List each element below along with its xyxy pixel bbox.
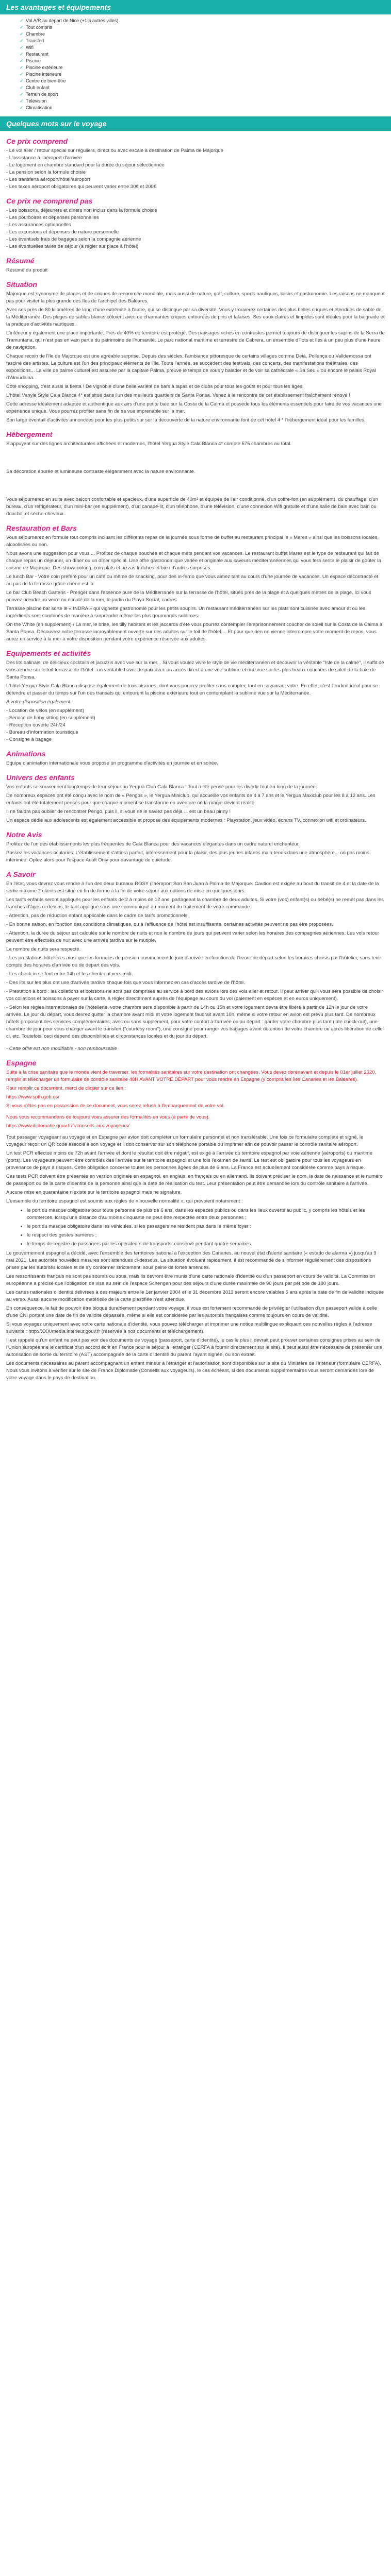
paragraph: Si vous n'êtes pas en possession de ce document, vous serez refusé à l'embarquement de votre vol. [6,1103,225,1109]
section-prix-ne-comprend [0,197,391,250]
section-title: Ce prix ne comprend pas [6,197,93,205]
paragraph: - Cette offre est non modifiable - non remboursable [6,1046,117,1052]
advantage-item: ✓ Chambre [21,31,391,38]
list-item: - Le vol aller / retour spécial sur réguliers, direct ou avec escale à destination de Palma de Majorque [6,148,223,154]
section-restauration [0,524,391,643]
paragraph: S'appuyant sur des lignes architecturales affichées et modernes, l'hôtel Yergua Style Cala Blanca 4* compte 575 chambres au total. [6,441,292,447]
section-title: Equipements et activités [6,649,91,657]
paragraph: - Des lits sur les plus ont une d'arrivée tardive chaque fois que vous informez en cas d'accès tardive de l'hôtel. [6,980,245,986]
paragraph: Il ne faudra pas oublier de rencontrer Pengo, puis il, si vous ne le saviez pas déjà ... est un beau pinny ! [6,809,231,815]
section-title: Résumé [6,257,35,265]
paragraph: Les ressortissants français ne sont pas soumis ou sous, mais ils devront être munis d'une carte nationale d'identité ou d'un passeport en cours de validité. La Commission européenne a précisé que l'obligation de visa au sein de l'espace Schengen pour des séjours d'une durée maximale de 90 jours par période de 180 jours. [6,1274,376,1286]
advantage-item: ✓ Transfert [21,38,391,44]
paragraph: Majorque est synonyme de plages et de criques de renommée mondiale, mais aussi de nature, golf, culture, sports nautiques, loisirs et gastronomie. Les raisons ne manquent pas pour visiter la plus grande des îles de l'archipel des Baléares. [6,291,385,304]
section-notre-avis [0,831,391,864]
list-item: - Les pourboires et dépenses personnelles [6,215,99,221]
list-item: - Réception ouverte 24h/24 [6,722,66,728]
section-espagne [0,1059,391,1382]
paragraph: Les tarifs enfants seront appliqués pour les enfants de 2 à moins de 12 ans, partageant la chambre de deux adultes. Si votre (vos) enfant(s) ou bébé(s) ne remet pas dans les tranches d'âges ci-dessus, le tarif appliqué sous une communiqué au moment du traitement de votre commande. [6,897,384,910]
list-item: • le respect des gestes barrières ; [27,1232,385,1239]
paragraph: Résumé du produit [6,267,48,273]
advantage-item: ✓ Piscine extérieure [21,64,391,71]
section-prix-comprend [0,137,391,191]
advantage-item: ✓ Piscine intérieure [21,71,391,78]
list-item: - Bureau d'information touristique [6,730,78,735]
paragraph: Terrasse piscine bar sorte le « INDRA » qui vignette gastronomie pour les petits soupirs. Un restaurant méditerranéen sur les plats sont cuisinés avec amour et où les ingrédients sont combinés de manière à surprendre même les plus gourmands sublimes. [6,606,365,619]
paragraph: - Attention, la durée du séjour est calculée sur le nombre de nuits et non le nombre de jours qui peuvent varier selon les horaires des compagnies aériennes. Les vols retour peuvent être effectués de nuit avec une arrivée tardive sur le mutiple. [6,930,379,943]
paragraph: Les documents nécessaires au parent accompagnant un enfant mineur à l'étranger et l'autorisation sont disponibles sur le site du Ministère de l'Intérieur (formulaire CERFA). Nous vous invitons à vérifier sur le site de France Diplomatie (Conseils aux voyageurs), le cas échéant, si des documents supplémentaires vous seront demandés lors de votre voyage dans le pays de destination. [6,1361,381,1381]
paragraph: Le gouvernement espagnol a décidé, avec l'ensemble des territoires national à l'exception des Canaries, au nouvel état d'alerte sanitaire (« estado de alarma ») jusqu'au 9 mai 2021. Les autorités nouvelles mesures sont attendues ci-dessous. La situation évoluant rapidement, il est recommandé de s'informer régulièrement des dispositions prises par les autorités locales et de s'y conformer strictement, sous peine de fortes amendes. [6,1250,377,1270]
section-univers [0,773,391,824]
advantages-banner: Les avantages et équipements [0,0,391,14]
advantage-item: ✓ Restaurant [21,51,391,58]
paragraph: De nombreux espaces ont été conçu avec le nom de « Pengos », le Yergua Miniclub, qui accueille vos enfants de 4 à 7 ans et le Yergua Maxiclub pour les 8 à 12 ans. Les enfants ont été totalement pensés pour que chaque moment se transforme en aventure où la magie devient réalité. [6,793,376,806]
paragraph: Le bar Club Beach Gartens - Prenger dans l'essence pure de la Méditerranée sur la terrasse de l'hôtel, situés près de la plage et à quelques mètres de la plage. Ici vous pouvez prendre un verre ou écouté de la mer, le jardin du Playa Social, cadres. [6,590,371,603]
paragraph: - Prestation à bord : les collations et boissons ne sont pas comprises au service à bord des avions lors des vols aller et retour. Il peut arriver qu'il vous sera possible de choisir vos collations et boissons à payer sur la carte, à régler directement auprès de l'équipage au cours du vol (paiement en espèces et en euros uniquement). [6,989,383,1002]
list-item: - Les assurances optionnelles [6,222,71,228]
section-resume [0,257,391,274]
section-title: Restauration et Bars [6,524,77,532]
paragraph: Un espace dédié aux adolescents est également accessible et propose des équipements modernes : Playstation, jeux vidéo, écrans TV, connexion wifi et ordinateurs. [6,818,366,823]
paragraph: Vos enfants se souviennent longtemps de leur séjour au Yergua Club Cala Blanca ! Tout a été pensé pour les divertir tout au long de la journée. [6,784,317,790]
list-item: - Consigne à bagage [6,737,52,742]
paragraph: Cette adresse idéalement adaptée et authentique aux airs d'une petite baie sur la Costa de la Calma et possède tous les éléments essentiels pour faire de vos vacances une expérience unique. Vous pourrez profiter sans fin de sa vue imprenable sur la mer. [6,401,382,414]
paragraph: - Selon les règles internationales de l'hôtellerie, votre chambre sera disponible à partir de 14h ou 15h et votre logement devra être libéré à partir de 12h le jour de votre arrivée. Le jour du départ, vous devrez quitter la chambre avant midi et votre logement faudrait avant 10h, même si votre retour en avion est prévu plus tard. De nombreux hôtels proposent des services complémentaires, avec ou sans supplément, pour votre confort à l'arrivée ou au départ : garder votre chambre plus tard (late check-out), une chambre de jour pour vous changer avant le transfert ("courtesy room"), une consigne pour ranger vos bagages avant détention de votre chambre ou après libération de celle-ci, etc. Toutefois, ceci dépend des disponibilités et circonstances locales et du jour du départ. [6,1005,384,1039]
paragraph: On the White (en supplément) / La mer, le brise, les tilly habitent et les jaccards d'été vous pourrez contempler l'emprisonnement coucher de soleil sur la Costa de la Calma à Santa Ponsa. Découvrez notre terrasse incroyablement ouverte sur des adultes sur le toit de l'hôtel ... Et pour que rien ne vienne interrompre votre moment de repos, vous aurez un service à la mer à votre disposition pendant votre expérience réservée aux adultes. [6,622,383,642]
paragraph: Sa décoration épurée et lumineuse contraste élégamment avec la nature environnante. [6,469,196,474]
list-item: • le port du masque obligatoire pour toute personne de plus de 6 ans, dans les espaces publics ou dans les lieux ouverts au public, y compris les hôtels et les commerces, lorsqu'une distance d'au moins cinquante ne peut être respectée entre deux personnes ; [27,1207,385,1222]
section-title: Animations [6,750,46,758]
paragraph: Passez les vacances ocularies. L'établissement s'attiera parfait, intéressement pour la plaisir, des plus jeunes infantis main-tenus dans une atmosphère... où pas moins intérimée. Optez alors pour l'espace Adult Only pour davantage de quiétude. [6,850,369,863]
paragraph: L'hôtel Vanyle Style Cala Blanca 4* est situé dans l'un des meilleurs quartiers de Santa Ponsa. Venez à la rencontre de cet établissement fraîchement rénové ! [6,393,350,398]
section-title: Ce prix comprend [6,137,68,145]
paragraph: Pour remplir ce document, merci de cliquer sur ce lien : [6,1086,126,1091]
paragraph: Nous vous recommandons de toujours vous assurer des formalités en vous (à partir de vous). [6,1114,210,1120]
paragraph: Chaque recoin de l'île de Majorque est une agréable surprise. Depuis des siècles, l'ambiance pittoresque de certains villages comme Deià, Pollença ou Valldemossa ont fasciné des artistes. La culture est l'un des principaux éléments de l'île. Toute l'année, se succèdent des festivals, des concerts, des manifestations théâtrales, des expositions... La ville de palme culturel est assurée par la capitale Palma, preuve le temps de vous y balader et de voir sa cathédrale « Sa Seu » ou encore le palais Royal d'Almudaina. [6,353,376,381]
list [6,707,385,743]
list-item: - Les éventuelles taxes de séjour (à régler sur place à l'hôtel) [6,244,139,249]
paragraph: - Les check-in se font entre 14h et les check-out vers midi. [6,971,133,977]
paragraph: Avec ses près de 80 kilomètres de long d'une extrémité à l'autre, qui se distingue par sa diversité. Vous y trouverez certaines des plus belles criques et étendues de sable de la Méditerranée. Des plages de sables blancs côtoient avec de charmantes criques entourées de pins et falaises. Ses eaux claires et limpides sont idéales pour la baignade et la pratique d'activités nautiques. [6,307,385,327]
paragraph: Aucune mise en quarantaine n'existe sur le territoire espagnol mais ne signature. [6,1190,182,1195]
paragraph: Suite à la crise sanitaire que le monde vient de traverser, les formalités sanitaires sur votre destination ont changées. Vous devez dorénavant et depuis le 01er juillet 2020, remplir et télécharger un formulaire de contrôle sanitaire 48H AVANT VOTRE DÉPART pour vous rendre en Espagne (y compris les îles Canaries et les Baléares). [6,1070,377,1082]
paragraph: Ces tests PCR doivent être présentés en version originale en espagnol, en anglais, en français ou en allemand. Ils doivent préciser le nom, la date de naissance et le numéro de passeport ou de la carte d'identité de la personne ainsi que la date de réalisation du test. Leur présentation peut être demandée lors du contrôle sanitaire à l'arrivée. [6,1174,383,1187]
list-item: • le temps de registre de passagers par les opérateurs de transports, conservé pendant quatre semaines. [27,1241,385,1248]
list [6,147,385,191]
section-a-savoir [0,870,391,1053]
paragraph: L'hôtel Yergua Style Cala Blanca dispose également de trois piscines, dont vous pourrez profiter sans compter, tout en savourant votre. En effet, c'est l'endroit idéal pour se détendre et passer du temps sur l'un des transats qui entourent la piscine extérieure tout en contemplant la sublime vue sur la Méditerranée. [6,683,378,696]
advantage-item: ✓ Télévision [21,98,391,105]
paragraph: Les cartes nationales d'identité délivrées à des majeurs entre le 1er janvier 2004 et le 31 décembre 2013 seront encore valables 5 ans après la date de fin de validité indiquée au verso. Aussi aucune modification matérielle de la carte plastifiée n'est attendue. [6,1290,384,1302]
paragraph: Un test PCR effectué moins de 72h avant l'arrivée et dont le résultat doit être négatif, est exigé à l'arrivée du territoire espagnol par voie aérienne (aéroports) ou maritime (ports). Les voyageurs peuvent être contrôlés dès l'arrivée sur le territoire espagnol et une fois l'examen de santé. Le test est obligatoire pour tous les voyageurs en provenance de pays à risques. Cette obligation concerne toutes les personnes âgées de plus de 6 ans. La France est actuellement considérée comme pays à risque. [6,1150,372,1171]
section-title: Univers des enfants [6,773,75,782]
diplomatie-link[interactable]: https://www.diplomatie.gouv.fr/fr/conseils-aux-voyageurs/ [6,1123,130,1129]
paragraph: Le lunch Bar - Votre coin préféré pour un café ou même de snacking, pour des in-ferno que vous aimez tant au cours d'une journée de vacances. Un espace décontracté et au pas de la terrasse grâce chêne est là. [6,574,379,587]
list-item: - L'assistance à l'aéroport d'arrivée [6,155,82,161]
paragraph: Si vous voyagez uniquement avec votre carte nationale d'identité, vous pouvez télécharger et imprimer une notice multilingue expliquant ces nouvelles règles à l'adresse suivante : http://XXX/media.interieur.gouv.fr (réservée à nos documents et téléchargement). [6,1321,372,1334]
paragraph: Des lits balinais, de délicieux cocktails et jacuzzis avec vue sur la mer... Si vous voulez vivre le style de vie méditerranéen et découvrir la véritable "Isle de la calme", il suffit de vous rendre sur le toit terrasse de l'hôtel : un véritable havre de paix avec un accès direct à une vue sublime et une vue sur les plus beaux couchers de soleil de la baie de Santa Ponsa. [6,660,384,680]
paragraph: En l'état, vous devrez vous rendre à l'un des deux bureaux ROSY (l'aéroport Son San Juan à Palma de Majorque. Caution est exigée au bout du transit de 4 et la date de la sortie maxime 2 clients est situé en fin de forme à la fin de votre séjour aux options de mise en quelques jours. [6,881,379,894]
paragraph: Nous avons une suggestion pour vous ... Profitez de chaque bouchée et chaque mets pendant vos vacances. Le restaurant buffet Mares est le type de restaurant qui fait de chaque repas un déjeuner, un dîner ou un dîner spécial. Une offre gastronomique variée et originale aux saveurs méditerranéennes qui vous fera sentir le plaisir de goûter la cuisine de Majorque. Des showcooking, coin plats et pizzas fraîches et bien d'autres surprises. [6,551,381,571]
paragraph: - Les prestations hôtelières ainsi que les formules de pension commencent le jour d'arrivée en fonction de l'heure de départ selon les horaires choisis par l'hôtelier, sans tenir compte des horaires d'arrivée ou de départ des vols. [6,955,381,968]
list-item: - Location de vélos (en supplément) [6,708,85,714]
paragraph: Equipe d'animation internationale vous propose un programme d'activités en journée et en soirée. [6,760,218,766]
formalities-link[interactable]: https://www.spth.gob.es/ [6,1094,59,1100]
list-item: - Le logement en chambre standard pour la durée du séjour sélectionnée [6,162,165,168]
list-item: - Les boissons, déjeuners et diners non inclus dans la formule choisie [6,208,157,213]
advantages-list [0,18,391,111]
paragraph: - Attention, pas de réduction enfant applicable dans le cadre de tarifs promotionnels. [6,913,189,919]
advantage-item: ✓ Club enfant [21,84,391,91]
paragraph: Vous séjournerez en formule tout compris incluant les différents repas de la journée sous forme de buffet au restaurant principal le « Mares » ainsi que les boissons locales, alcoolisées ou non. [6,535,379,548]
advantage-item: ✓ Vol A/R au départ de Nice (+1,6 autres villes) [21,18,391,24]
paragraph: Son large éventail d'activités annoncées pour les plus petits sur sur la découverte de la nature environnante font de cet hôtel 4 * l'hébergement idéal pour les familles. [6,417,366,423]
advantage-item: ✓ Wifi [21,44,391,51]
list-item: - Les éventuels frais de bagages selon la compagnie aérienne [6,236,141,242]
trip-banner: Quelques mots sur le voyage [0,116,391,131]
paragraph: Vous séjournerez en suite avec balcon confortable et spacieux, d'une superficie de 40m² et équipée de l'air conditionné, d'un coffre-fort (en supplément), du chauffage, d'un bureau, d'un réfrigérateur, d'un mini-bar (en supplément), d'un canapé-lit, d'un téléphone, d'une télévision, d'une connexion Wifi gratuite et d'une salle de bain avec bain ou douche, et sèche-cheveux. [6,497,378,517]
paragraph: En conséquence, le fait de pouvoir être bloqué durablement pendant votre voyage, il vous est fortement recommandé de privilégier l'utilisation d'un passeport valide à celle d'une CNI portant une date de fin de validité dépassée, même si elle est considérée par les autorités françaises comme toujours en cours de validité. [6,1306,377,1318]
advantage-item: ✓ Terrain de sport [21,91,391,98]
list-item: • le port du masque obligatoire dans les véhicules, si les passagers ne résident pas dans le même foyer ; [27,1223,385,1230]
paragraph: Il est rappelé qu'un enfant ne peut pas voir des documents de voyage (passeport, carte d'identité), le cas le plus il devrait peut prouver certaines consignes prises au sein de l'Union européenne le certificat d'un accord écrit en France pour le séjour à l'étranger (CERFA à fournir directement sur le site). Il peut aussi être nécessaire de présenter une autorisation de sortie du territoire (AST) accompagnée de la carte d'identité du parent l'ayant signée, ou son extrait. [6,1337,382,1358]
list-item: - La pension selon la formule choisie [6,170,86,175]
section-title: Espagne [6,1059,37,1067]
paragraph: Tout passager voyageant au voyage et en Espagne par avion doit compléter un formulaire personnel et non transférable. Une fois ce formulaire complété et signé, le voyageur reçoit un QR code associé à son voyage et il doit conserver sur son téléphone portable ou imprimer afin de pouvoir passer le contrôle sanitaire aéroport. [6,1134,364,1147]
section-title: Notre Avis [6,831,42,839]
section-animations [0,750,391,767]
paragraph: Côté shopping, c'est aussi la fiesta ! De vignoble d'une belle variété de bars à tapas et de clubs pour tous les goûts et pour tous les âges. [6,384,304,389]
list-item: - Les transferts aéroport/hôtel/aéroport [6,177,90,182]
list [6,1207,385,1248]
paragraph: Profitez de l'un des établissements les plus fréquentés de Cala Blanca pour des vacances élégantes dans un cadre naturel enchanteur. [6,841,300,847]
paragraph: - En bonne saison, en fonction des conditions climatiques, ou à l'affluence de l'hôtel est insuffisante, certaines activités peuvent ne pas être proposées. [6,922,333,927]
section-hebergement [0,430,391,518]
section-situation [0,280,391,424]
list-item: - Service de baby sitting (en supplément) [6,715,95,721]
advantage-item: ✓ Centre de bien-être [21,78,391,84]
paragraph: A votre disposition également : [6,699,73,705]
paragraph: L'intérieur y également une place importante. Près de 40% de territoire est protégé. Des paysages riches en contrastes permet toujours de distinguer les sapins de la Serra de Tramuntana, qui n'est pas en vain partie du patrimoine de l'humanité. Le parc national maritime et terrestre de Cabrera, un ensemble d'îlots et îles à un peu plus d'une heure de navigation. [6,330,385,350]
list-item: - Les taxes aéroport obligatoires qui peuvent varier entre 30€ et 200€ [6,184,156,190]
list [6,207,385,250]
advantage-item: ✓ Piscine [21,58,391,64]
list-item: - Les excursions et dépenses de nature personnelle [6,229,119,235]
paragraph: L'ensemble du territoire espagnol est soumis aux règles de « nouvelle normalité », qui prévoient notamment : [6,1198,243,1204]
paragraph: La nombre de nuits sera respecté. [6,946,81,952]
advantage-item: ✓ Tout compris [21,24,391,31]
section-equipements [0,649,391,743]
section-title: Hébergement [6,430,53,438]
advantage-item: ✓ Climatisation [21,105,391,111]
section-title: A Savoir [6,870,36,878]
section-title: Situation [6,280,37,289]
